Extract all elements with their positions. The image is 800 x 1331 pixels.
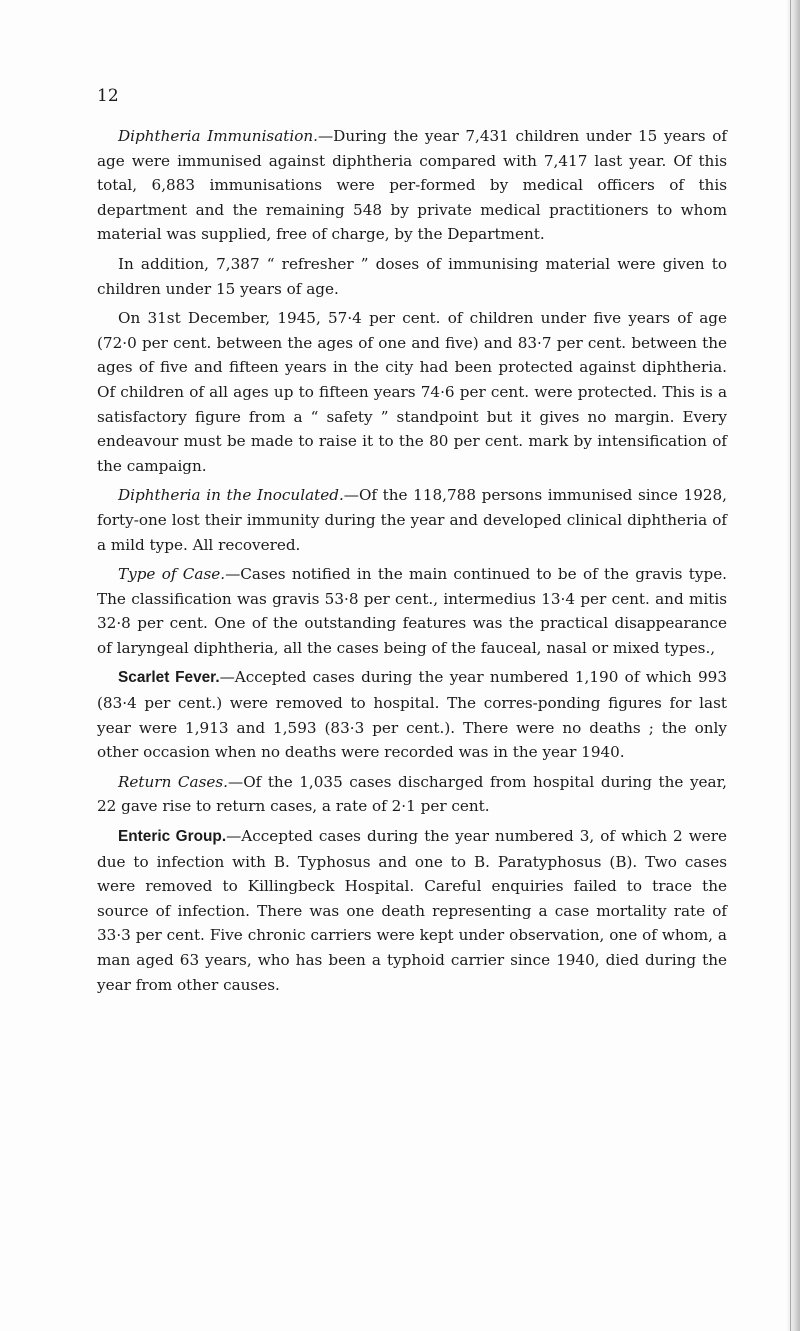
heading-enteric-group: Enteric Group. [118, 828, 227, 846]
paragraph-text: —Accepted cases during the year numbered 3, of which 2 were due to infection with B. Typhosus and one to B. Paratyphosus (B). Two cases were removed to Killingbeck Hospital. Careful enquiries failed to trace the source of infection. There was one death representing a case mortality rate of 33·3 per cent. Five chronic carriers were kept under observation, one of whom, a man aged 63 years, who has been a typhoid carrier since 1940, died during the year from other causes. [97, 827, 727, 994]
paragraph-text: —Of the 118,788 persons immunised since 1928, forty-one lost their immunity during the year and developed clinical diphtheria of a mild type. All recovered. [97, 486, 728, 554]
paragraph-protection-rates [97, 306, 727, 478]
paragraph-scarlet-fever [97, 665, 727, 764]
paragraph-text: In addition, 7,387 “ refresher ” doses of immunising material were given to children under 15 years of age. [97, 254, 727, 298]
page-edge-line [790, 0, 791, 1331]
paragraph-diphtheria-immunisation [97, 124, 727, 247]
heading-scarlet-fever: Scarlet Fever. [118, 669, 220, 687]
heading-type-of-case: Type of Case. [118, 565, 226, 584]
paragraph-diphtheria-inoculated [97, 483, 727, 557]
paragraph-refresher-doses [97, 252, 727, 301]
paragraph-return-cases [97, 770, 727, 819]
paragraph-text: On 31st December, 1945, 57·4 per cent. of children under five years of age (72·0 per cent. between the ages of one and five) and 83·7 per cent. between the ages of five and fifteen years in the city had been protected against diphtheria. Of children of all ages up to fifteen years 74·6 per cent. were protected. This is a satisfactory figure from a “ safety ” standpoint but it gives no margin. Every endeavour must be made to raise it to the 80 per cent. mark by intensification of the campaign. [97, 309, 727, 475]
heading-diphtheria-immunisation: Diphtheria Immunisation. [118, 127, 318, 145]
page-number: 12 [97, 86, 119, 106]
paragraph-text: —Accepted cases during the year numbered 1,190 of which 993 (83·4 per cent.) were removed to hospital. The corres-ponding figures for last year were 1,913 and 1,593 (83·3 per cent.). There were no deaths ; the only other occasion when no deaths were recorded was in the year 1940. [97, 668, 727, 762]
paragraph-text: —Of the 1,035 cases discharged from hospital during the year, 22 gave rise to return cases, a rate of 2·1 per cent. [97, 772, 727, 816]
document-body [97, 124, 727, 1002]
page-edge-shadow [786, 0, 800, 1331]
paragraph-text: —Cases notified in the main continued to be of the gravis type. The classification was gravis 53·8 per cent., intermedius 13·4 per cent. and mitis 32·8 per cent. One of the outstanding features was the practical disappearance of laryngeal diphtheria, all the cases being of the fauceal, nasal or mixed types., [97, 565, 728, 657]
heading-return-cases: Return Cases. [118, 772, 228, 791]
paragraph-enteric-group [97, 824, 727, 997]
heading-diphtheria-inoculated: Diphtheria in the Inoculated. [118, 486, 344, 505]
paragraph-type-of-case [97, 562, 727, 660]
paragraph-text: —During the year 7,431 children under 15 years of age were immunised against diphtheria compared with 7,417 last year. Of this total, 6,883 immunisations were per-formed by medical officers of this department and the remaining 548 by private medical practitioners to whom material was supplied, free of charge, by the Department. [97, 127, 727, 244]
